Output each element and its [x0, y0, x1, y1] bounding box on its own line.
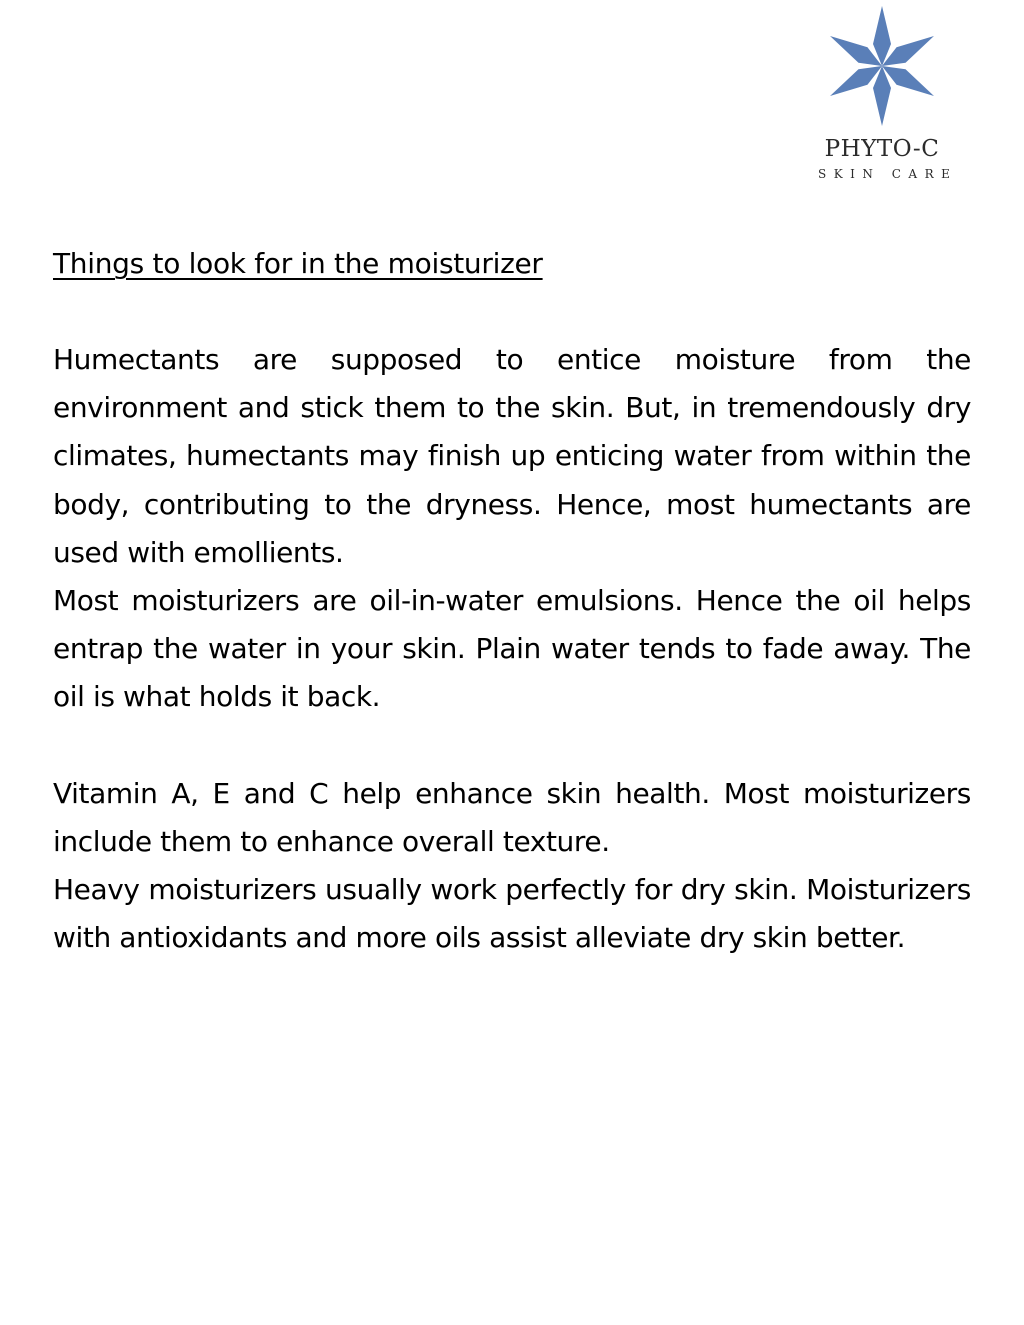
brand-name: PHYTO-C [824, 136, 940, 162]
brand-logo [812, 4, 958, 184]
paragraph-spacer [53, 722, 971, 770]
paragraph-vitamins: Vitamin A, E and C help enhance skin health. Most moisturizers include them to enhance overall texture. [53, 776, 971, 858]
paragraph-heavy-moisturizers: Heavy moisturizers usually work perfectly for dry skin. Moisturizers with antioxidants and more oils assist alleviate dry skin better. [53, 873, 971, 955]
paragraph-humectants: Humectants are supposed to entice moisture from the environment and stick them to the skin. But, in tremendously dry climates, humectants may finish up enticing water from within the body, contributing to the dryness. Hence, most humectants are used with emollients. [53, 343, 971, 569]
brand-subtitle: SKIN CARE [818, 167, 958, 181]
article-heading: Things to look for in the moisturizer [53, 247, 543, 280]
article [53, 240, 971, 962]
paragraph-emulsions: Most moisturizers are oil-in-water emulsions. Hence the oil helps entrap the water in your skin. Plain water tends to fade away. The oil is what holds it back. [53, 584, 971, 714]
six-point-star-icon [822, 4, 942, 132]
